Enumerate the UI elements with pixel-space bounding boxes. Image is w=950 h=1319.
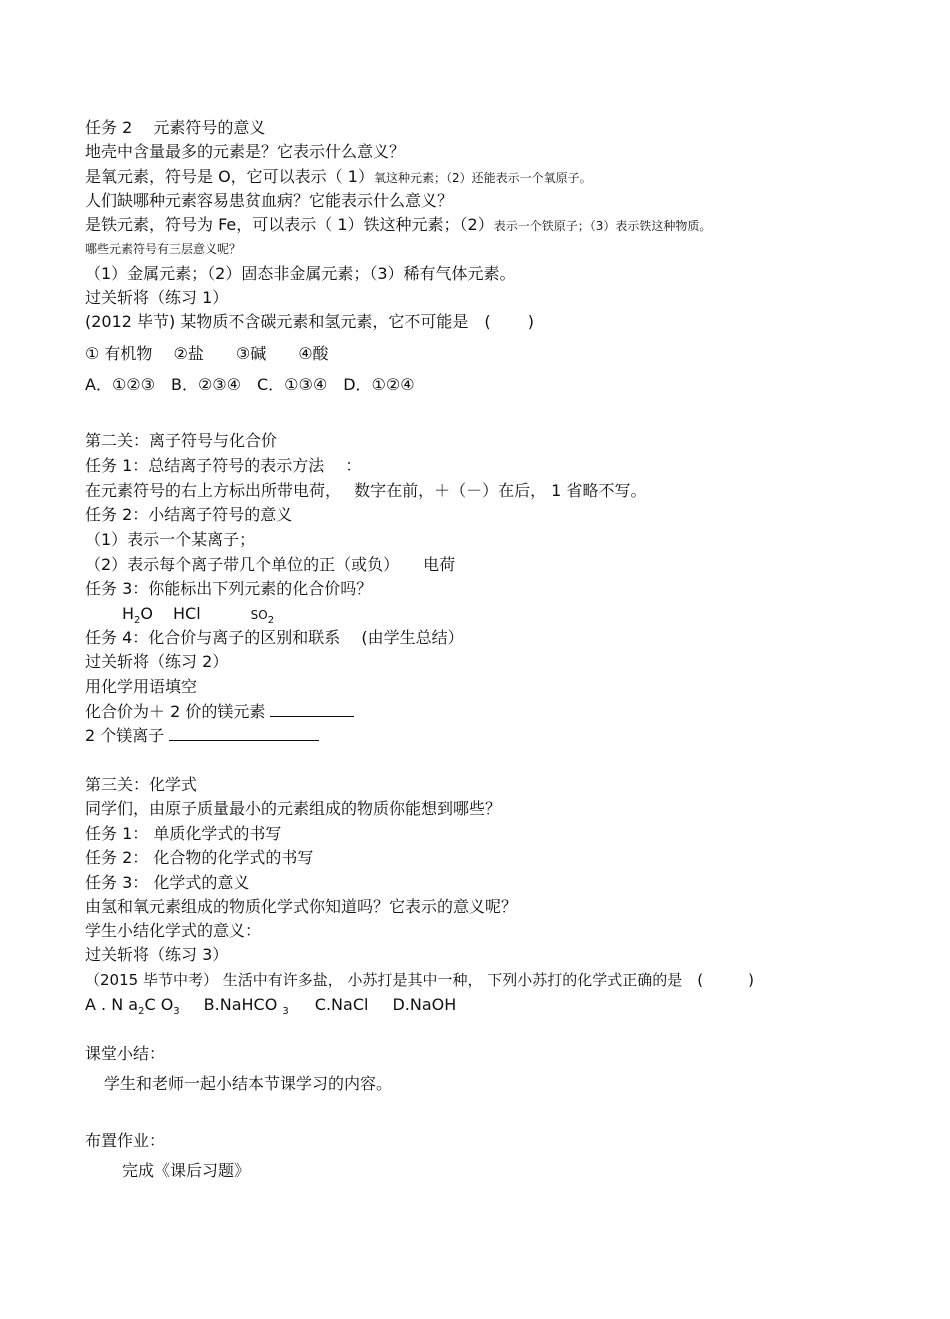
homework-title: 布置作业： bbox=[85, 1131, 166, 1150]
exercise2-question: 用化学用语填空 bbox=[85, 677, 198, 696]
answer-iron: 是铁元素，符号为 Fe，可以表示（ 1）铁这种元素；（2）表示一个铁原子；（3）表示铁这种物质。 bbox=[85, 215, 712, 234]
question-iron: 人们缺哪种元素容易患贫血病？它能表示什么意义？ bbox=[85, 191, 454, 210]
exercise3-options bbox=[85, 994, 456, 1023]
section3-question: 同学们，由原子质量最小的元素组成的物质你能想到哪些？ bbox=[85, 799, 502, 818]
section3-title: 第三关：化学式 bbox=[85, 775, 198, 794]
section3-task1: 任务 1： 单质化学式的书写 bbox=[85, 824, 282, 843]
section2-title: 第二关：离子符号与化合价 bbox=[85, 431, 278, 450]
exercise2-title: 过关斩将（练习 2） bbox=[85, 652, 229, 671]
question-oxygen: 地壳中含量最多的元素是？它表示什么意义？ bbox=[85, 142, 406, 161]
exercise1-options: A．①②③ B．②③④ C．①③④ D．①②④ bbox=[85, 375, 415, 394]
answer-blank-b[interactable] bbox=[169, 726, 319, 741]
answer-blank-a[interactable] bbox=[270, 702, 354, 717]
section3-task2: 任务 2： 化合物的化学式的书写 bbox=[85, 848, 314, 867]
question-three-meanings: 哪些元素符号有三层意义呢？ bbox=[85, 242, 242, 256]
option-b: B.NaHCO $_3$ bbox=[203, 995, 289, 1018]
section2-task2-answer1: （1）表示一个某离子； bbox=[85, 530, 256, 549]
exercise1-title: 过关斩将（练习 1） bbox=[85, 288, 229, 307]
exercise1-items: ① 有机物 ②盐 ③碱 ④酸 bbox=[85, 344, 329, 363]
section2-task1: 任务 1：总结离子符号的表示方法 ： bbox=[85, 456, 362, 475]
option-c: C.NaCl bbox=[314, 995, 369, 1014]
formula-list: $H_2O$ HCl $SO_2$ bbox=[122, 604, 275, 627]
section3-task3: 任务 3： 化学式的意义 bbox=[85, 873, 250, 892]
exercise3-title: 过关斩将（练习 3） bbox=[85, 945, 229, 964]
task2-heading: 任务 2 元素符号的意义 bbox=[85, 118, 266, 137]
section2-task2-answer2: （2）表示每个离子带几个单位的正（或负） 电荷 bbox=[85, 555, 456, 574]
exercise3-question: （2015 毕节中考） 生活中有许多盐， 小苏打是其中一种， 下列小苏打的化学式正确的是 ( ) bbox=[85, 971, 754, 989]
section2-task4: 任务 4：化合价与离子的区别和联系 (由学生总结） bbox=[85, 628, 464, 647]
section2-task1-answer: 在元素符号的右上方标出所带电荷， 数字在前，＋（－）在后， 1 省略不写。 bbox=[85, 481, 647, 500]
exercise1-question: (2012 毕节) 某物质不含碳元素和氢元素，它不可能是 ( ) bbox=[85, 312, 534, 331]
summary-title: 课堂小结： bbox=[85, 1044, 166, 1063]
exercise2-line-a: 化合价为＋ 2 价的镁元素 bbox=[85, 701, 354, 723]
homework-text: 完成《课后习题》 bbox=[122, 1161, 251, 1180]
exercise2-line-b: 2 个镁离子 bbox=[85, 725, 319, 747]
section2-task3: 任务 3：你能标出下列元素的化合价吗？ bbox=[85, 579, 373, 598]
answer-oxygen: 是氧元素，符号是 O，它可以表示（ 1）氧这种元素；（2）还能表示一个氧原子。 bbox=[85, 167, 592, 186]
section3-question2: 由氢和氧元素组成的物质化学式你知道吗？它表示的意义呢？ bbox=[85, 897, 518, 916]
answer-three-meanings: （1）金属元素；（2）固态非金属元素；（3）稀有气体元素。 bbox=[85, 264, 516, 283]
summary-text: 学生和老师一起小结本节课学习的内容。 bbox=[104, 1074, 393, 1093]
section2-task2: 任务 2：小结离子符号的意义 bbox=[85, 505, 293, 524]
option-a: A . N $a_2C$ $O_3$ bbox=[85, 995, 180, 1018]
section3-summary-prompt: 学生小结化学式的意义： bbox=[85, 921, 262, 940]
option-d: D.NaOH bbox=[392, 995, 457, 1014]
